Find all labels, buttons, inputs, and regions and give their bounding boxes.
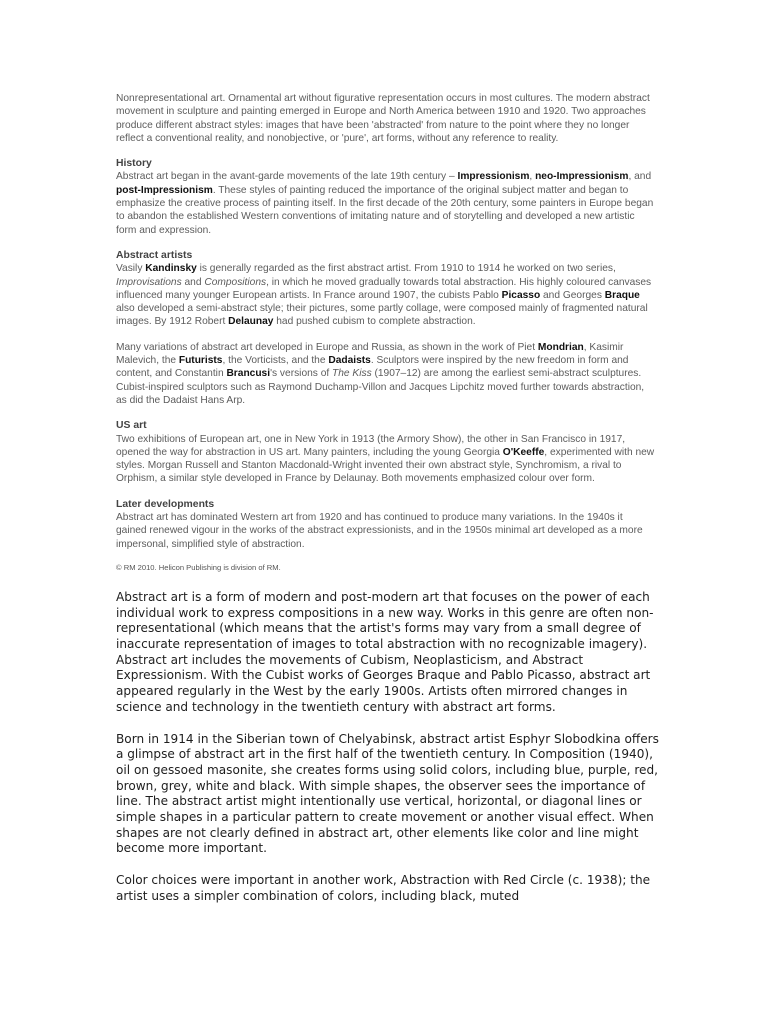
title-the-kiss: The Kiss — [332, 368, 372, 380]
term-kandinsky: Kandinsky — [145, 263, 197, 275]
term-picasso: Picasso — [501, 289, 541, 301]
artists-text: is generally regarded as the first abstract artist. From 1910 to 1914 he worked on two series, — [196, 263, 616, 275]
artists-text: also developed a semi-abstract style; their pictures, some partly collage, were composed mainly of fragmented natural images. By 1912 Robert — [116, 303, 648, 328]
us-art-text: , experimented with new styles. Morgan Russell and Stanton Macdonald-Wright invented their own abstract style, Synchromism, a rival to Orphism, a similar style developed in France by Delaunay. Both movements emphasized colour over form. — [116, 446, 655, 485]
copyright-notice: © RM 2010. Helicon Publishing is division of RM. — [116, 562, 281, 572]
essay-paragraph-2: Born in 1914 in the Siberian town of Chelyabinsk, abstract artist Esphyr Slobodkina offers a glimpse of abstract art in the first half of the twentieth century. In Composition (1940), oil on gessoed masonite, she creates forms using solid colors, including blue, purple, red, brown, grey, white and black. With simple shapes, the observer sees the importance of line. The abstract artist might intentionally use vertical, horizontal, or diagonal lines or simple shapes in a particular pattern to create movement or another visual effect. When shapes are not clearly defined in abstract art, other elements like color and line might become more important. — [116, 731, 659, 856]
later-paragraph: Abstract art has dominated Western art from 1920 and has continued to produce many variations. In the 1940s it gained renewed vigour in the works of the abstract expressionists, and in the 1950s minimal art developed as a more impersonal, simplified style of abstraction. — [116, 512, 643, 550]
term-mondrian: Mondrian — [537, 341, 584, 353]
artists-text: , in which he moved gradually towards total abstraction. His highly coloured canvases influenced many younger European artists. In France around 1907, the cubists Pablo — [116, 276, 652, 301]
term-impressionism: Impressionism — [457, 171, 530, 183]
artists-heading: Abstract artists — [116, 249, 193, 261]
history-text: Abstract art began in the avant-garde movements of the late 19th century – — [116, 171, 458, 183]
us-art-paragraph — [116, 433, 656, 486]
title-compositions: Compositions — [204, 276, 267, 288]
term-neo-impressionism: neo-Impressionism — [535, 171, 629, 183]
artists-paragraph — [116, 262, 656, 328]
history-text: , and — [628, 171, 652, 183]
variations-text: (1907–12) are among the earliest semi-abstract sculptures. Cubist-inspired sculptors such as Raymond Duchamp-Villon and Jacques Lipchitz moved further towards abstraction, as did the Dadaist Hans Arp. — [116, 368, 645, 406]
variations-text: 's versions of — [270, 368, 333, 380]
history-heading: History — [116, 158, 152, 170]
term-post-impressionism: post-Impressionism — [116, 184, 213, 196]
history-text: . These styles of painting reduced the importance of the original subject matter and began to emphasize the creative process of painting itself. In the first decade of the 20th century, some painters in Europe began to abandon the established Western conventions of imitating nature and of storytelling and developed a new artistic form and expression. — [116, 184, 654, 236]
history-text: , — [529, 171, 536, 183]
variations-text: . Sculptors were inspired by the new freedom in form and content, and Constantin — [116, 355, 629, 380]
term-brancusi: Brancusi — [226, 368, 271, 380]
variations-text: , Kasimir Malevich, the — [116, 341, 624, 367]
us-art-heading: US art — [116, 420, 147, 432]
term-dadaists: Dadaists — [328, 355, 371, 367]
term-futurists: Futurists — [178, 355, 223, 367]
term-delaunay: Delaunay — [228, 316, 274, 328]
term-okeeffe: O'Keeffe — [502, 446, 545, 458]
artists-text: and Georges — [540, 289, 605, 301]
essay-paragraph-3: Color choices were important in another work, Abstraction with Red Circle (c. 1938); the artist uses a simpler combination of colors, including black, muted — [116, 873, 651, 903]
later-heading: Later developments — [116, 498, 215, 510]
variations-text: , the Vorticists, and the — [222, 355, 329, 367]
essay-paragraph-1: Abstract art is a form of modern and post-modern art that focuses on the power of each individual work to express compositions in a new way. Works in this genre are often non-representational (which means that the artist's forms may vary from a small degree of inaccurate representation of images to total abstraction with no recognizable imagery). Abstract art includes the movements of Cubism, Neoplasticism, and Abstract Expressionism. With the Cubist works of Georges Braque and Pablo Picasso, abstract art appeared regularly in the West by the early 1900s. Artists often mirrored changes in science and technology in the twentieth century with abstract art forms. — [116, 589, 654, 714]
variations-text: Many variations of abstract art developed in Europe and Russia, as shown in the work of Piet — [116, 341, 538, 353]
text-column — [116, 92, 659, 921]
variations-paragraph — [116, 341, 656, 407]
artists-text: and — [181, 276, 205, 288]
us-art-text: Two exhibitions of European art, one in New York in 1913 (the Armory Show), the other in San Francisco in 1917, opened the way for abstraction in US art. Many painters, including the young Georgia — [116, 433, 626, 458]
term-braque: Braque — [604, 289, 640, 301]
intro-paragraph: Nonrepresentational art. Ornamental art without figurative representation occurs in most cultures. The modern abstract movement in sculpture and painting emerged in Europe and North America between 1910 and 1920. Two approaches produce different abstract styles: images that have been 'abstracted' from nature to the point where they no longer reflect a conventional reality, and nonobjective, or 'pure', art forms, without any reference to reality. — [116, 93, 650, 144]
title-improvisations: Improvisations — [116, 276, 182, 288]
history-paragraph — [116, 170, 656, 236]
artists-text: Vasily — [116, 263, 146, 275]
artists-text: had pushed cubism to complete abstraction. — [273, 316, 476, 328]
